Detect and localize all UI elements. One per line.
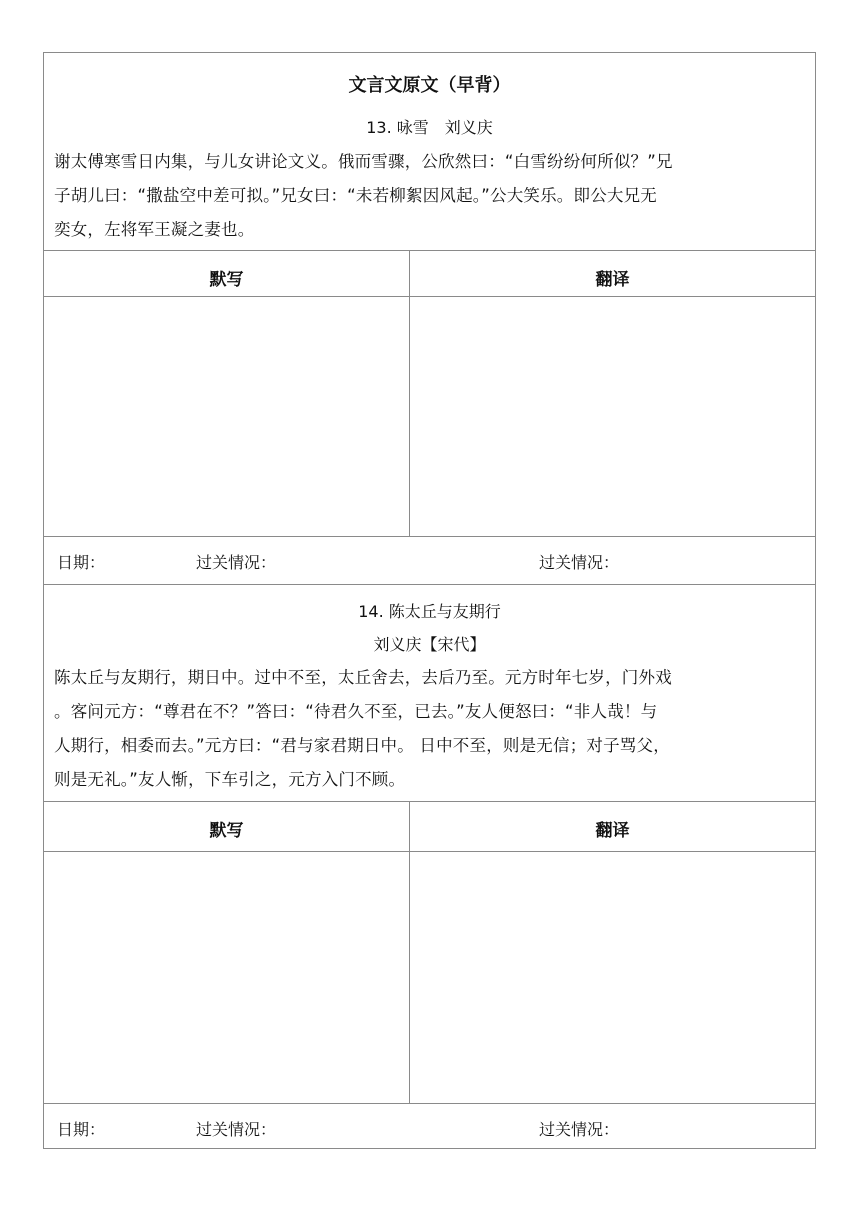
- section-13-passage: [54, 145, 808, 247]
- dictation-area[interactable]: [44, 852, 815, 1102]
- footer-pass-label: 过关情况：: [539, 1120, 620, 1139]
- dictation-area[interactable]: [44, 297, 815, 535]
- divider: [44, 584, 815, 585]
- column-header-dictation: 默写: [209, 270, 244, 290]
- divider: [44, 250, 815, 251]
- passage-line: 陈太丘与友期行，期日中。过中不至，太丘舍去，去后乃至。元方时年七岁，门外戏: [54, 668, 672, 687]
- passage-line: 则是无礼。”友人惭，下车引之，元方入门不顾。: [54, 770, 406, 789]
- document-title: 文言文原文（早背）: [348, 75, 511, 96]
- footer-date-label: 日期：: [57, 553, 106, 572]
- footer-pass-label: 过关情况：: [539, 553, 620, 572]
- section-13-heading: 13. 咏雪 刘义庆: [366, 118, 493, 137]
- section-14-heading: 14. 陈太丘与友期行: [358, 602, 501, 621]
- footer-date-label: 日期：: [57, 1120, 106, 1139]
- passage-line: 奕女，左将军王凝之妻也。: [54, 220, 255, 239]
- footer-pass-label: 过关情况：: [196, 1120, 277, 1139]
- passage-line: 子胡儿曰：“撒盐空中差可拟。”兄女曰：“未若柳絮因风起。”公大笑乐。即公大兄无: [54, 186, 657, 205]
- section-14-passage: [54, 661, 808, 797]
- worksheet-table: [43, 52, 816, 1149]
- passage-line: 人期行，相委而去。”元方曰：“君与家君期日中。 日中不至，则是无信；对子骂父，: [54, 736, 670, 755]
- column-header-translation: 翻译: [595, 270, 630, 290]
- divider: [44, 536, 815, 537]
- column-header-dictation: 默写: [209, 821, 244, 841]
- divider: [44, 801, 815, 802]
- divider: [44, 1103, 815, 1104]
- footer-pass-label: 过关情况：: [196, 553, 277, 572]
- passage-line: 谢太傅寒雪日内集，与儿女讲论文义。俄而雪骤，公欣然曰：“白雪纷纷何所似？”兄: [54, 152, 673, 171]
- passage-line: 。客问元方：“尊君在不？”答曰：“待君久不至，已去。”友人便怒曰：“非人哉！与: [54, 702, 658, 721]
- column-header-translation: 翻译: [595, 821, 630, 841]
- section-14-author: 刘义庆【宋代】: [373, 635, 486, 654]
